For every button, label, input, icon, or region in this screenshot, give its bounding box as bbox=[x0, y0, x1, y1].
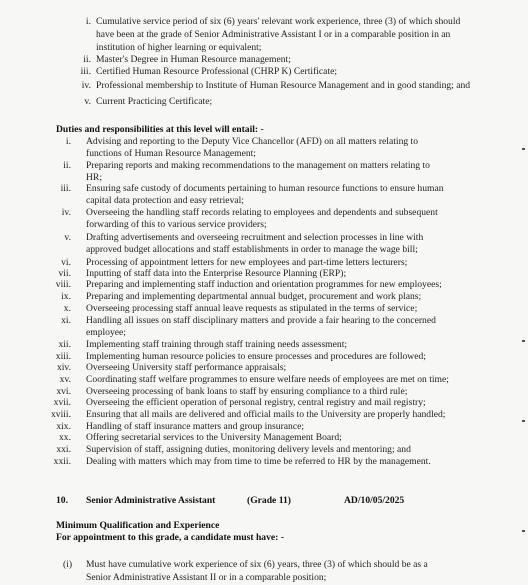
list-item: Processing of appointment letters for new employees and part-time letters lecturers; bbox=[86, 257, 408, 268]
list-item: Senior Administrative Assistant II or in a comparable position; bbox=[86, 572, 327, 583]
section-subheading: For appointment to this grade, a candidate must have: - bbox=[56, 532, 284, 543]
list-item: Drafting advertisements and overseeing recruitment and selection processes in line with bbox=[86, 232, 424, 243]
list-number: xiii. bbox=[55, 351, 71, 362]
list-item: Current Practicing Certificate; bbox=[96, 96, 213, 107]
list-item: Coordinating staff welfare programmes to ensure welfare needs of employees are met on time; bbox=[86, 374, 449, 385]
list-item: Dealing with matters which may from time to time be referred to HR by the management. bbox=[86, 456, 431, 467]
list-number: iv. bbox=[81, 80, 91, 91]
list-item: capital data protection and easy retrieval; bbox=[86, 195, 244, 206]
list-item: Preparing and implementing staff induction and orientation programmes for new employees; bbox=[86, 279, 442, 290]
list-number: ix. bbox=[61, 291, 71, 302]
list-item: have been at the grade of Senior Administrative Assistant I or in a comparable position in an bbox=[96, 29, 451, 40]
list-number: xiv. bbox=[56, 362, 71, 373]
list-item: Supervision of staff, assigning duties, monitoring delivery levels and mentoring; and bbox=[86, 444, 411, 455]
list-item: Handling all issues on staff disciplinary matters and provide a fair hearing to the concerned bbox=[86, 315, 436, 326]
list-item: Offering secretarial services to the University Management Board; bbox=[86, 432, 342, 443]
list-item: approved budget allocations and staff establishments in order to manage the wage bill; bbox=[86, 244, 418, 255]
list-number: xv. bbox=[59, 374, 71, 385]
list-item: Advising and reporting to the Deputy Vice Chancellor (AFD) on all matters relating to bbox=[86, 136, 419, 147]
list-number: iii. bbox=[60, 183, 71, 194]
list-number: vii. bbox=[58, 268, 71, 279]
list-item: institution of higher learning or equivalent; bbox=[96, 42, 262, 53]
list-item: Must have cumulative work experience of six (6) years, three (3) of which should be as a bbox=[86, 559, 428, 570]
list-number: xvii. bbox=[53, 397, 71, 408]
list-number: v. bbox=[64, 232, 71, 243]
list-item: Overseeing the handling staff records relating to employees and dependents and subsequent bbox=[86, 207, 438, 218]
list-number: xii. bbox=[58, 339, 71, 350]
list-number: xxii. bbox=[53, 456, 71, 467]
list-item: Ensuring that all mails are delivered and official mails to the University are properly handled; bbox=[86, 409, 446, 420]
list-number: iii. bbox=[80, 66, 91, 77]
list-number: viii. bbox=[55, 279, 71, 290]
scan-mark bbox=[522, 148, 525, 150]
position-reference: AD/10/05/2025 bbox=[344, 495, 405, 506]
list-item: Overseeing University staff performance appraisals; bbox=[86, 362, 287, 373]
list-item: Overseeing processing staff annual leave requests as stipulated in the terms of service; bbox=[86, 303, 418, 314]
list-item: Handling of staff insurance matters and group insurance; bbox=[86, 421, 305, 432]
list-number: xi. bbox=[61, 315, 71, 326]
list-number: xvi. bbox=[56, 386, 71, 397]
list-item: Preparing reports and making recommendations to the management on matters relating to bbox=[86, 160, 430, 171]
list-number: xxi. bbox=[56, 444, 71, 455]
list-item: Professional membership to Institute of Human Resource Management and in good standing; and bbox=[96, 80, 471, 91]
list-item: forwarding of this to various service providers; bbox=[86, 219, 267, 230]
list-item: Implementing human resource policies to ensure processes and procedures are followed; bbox=[86, 351, 426, 362]
list-item: HR; bbox=[86, 172, 102, 183]
position-grade: (Grade 11) bbox=[247, 495, 291, 506]
position-number: 10. bbox=[56, 495, 68, 506]
list-number: vi. bbox=[61, 257, 71, 268]
list-item: Master's Degree in Human Resource management; bbox=[96, 54, 291, 65]
list-number: (i) bbox=[63, 559, 73, 570]
list-number: i. bbox=[65, 136, 71, 147]
list-item: Overseeing the efficient operation of personal registry, central registry and mail registry; bbox=[86, 397, 426, 408]
section-heading: Duties and responsibilities at this level will entail: - bbox=[56, 124, 264, 135]
list-item: Ensuring safe custody of documents pertaining to human resource functions to ensure human bbox=[86, 183, 444, 194]
list-number: ii. bbox=[83, 54, 91, 65]
list-number: iv. bbox=[61, 207, 71, 218]
list-number: v. bbox=[84, 96, 91, 107]
list-item: Certified Human Resource Professional (CHRP K) Certificate; bbox=[96, 66, 338, 77]
list-item: Overseeing processing of bank loans to staff by ensuring compliance to a third rule; bbox=[86, 386, 408, 397]
list-item: Preparing and implementing departmental annual budget, procurement and work plans; bbox=[86, 291, 422, 302]
list-item: Inputting of staff data into the Enterprise Resource Planning (ERP); bbox=[86, 268, 347, 279]
scan-mark bbox=[522, 340, 525, 342]
scan-mark bbox=[522, 530, 525, 532]
list-item: employee; bbox=[86, 327, 126, 338]
list-number: xx. bbox=[59, 432, 71, 443]
list-item: Implementing staff training through staff training needs assessment; bbox=[86, 339, 348, 350]
section-heading: Minimum Qualification and Experience bbox=[56, 520, 220, 531]
list-item: Cumulative service period of six (6) years' relevant work experience, three (3) of which should bbox=[96, 16, 461, 27]
list-number: xviii. bbox=[51, 409, 71, 420]
list-number: i. bbox=[85, 16, 91, 27]
list-number: ii. bbox=[63, 160, 71, 171]
list-item: functions of Human Resource Management; bbox=[86, 148, 256, 159]
position-title: Senior Administrative Assistant bbox=[86, 495, 216, 506]
scan-mark bbox=[522, 420, 525, 422]
list-number: x. bbox=[63, 303, 71, 314]
list-number: xix. bbox=[56, 421, 71, 432]
